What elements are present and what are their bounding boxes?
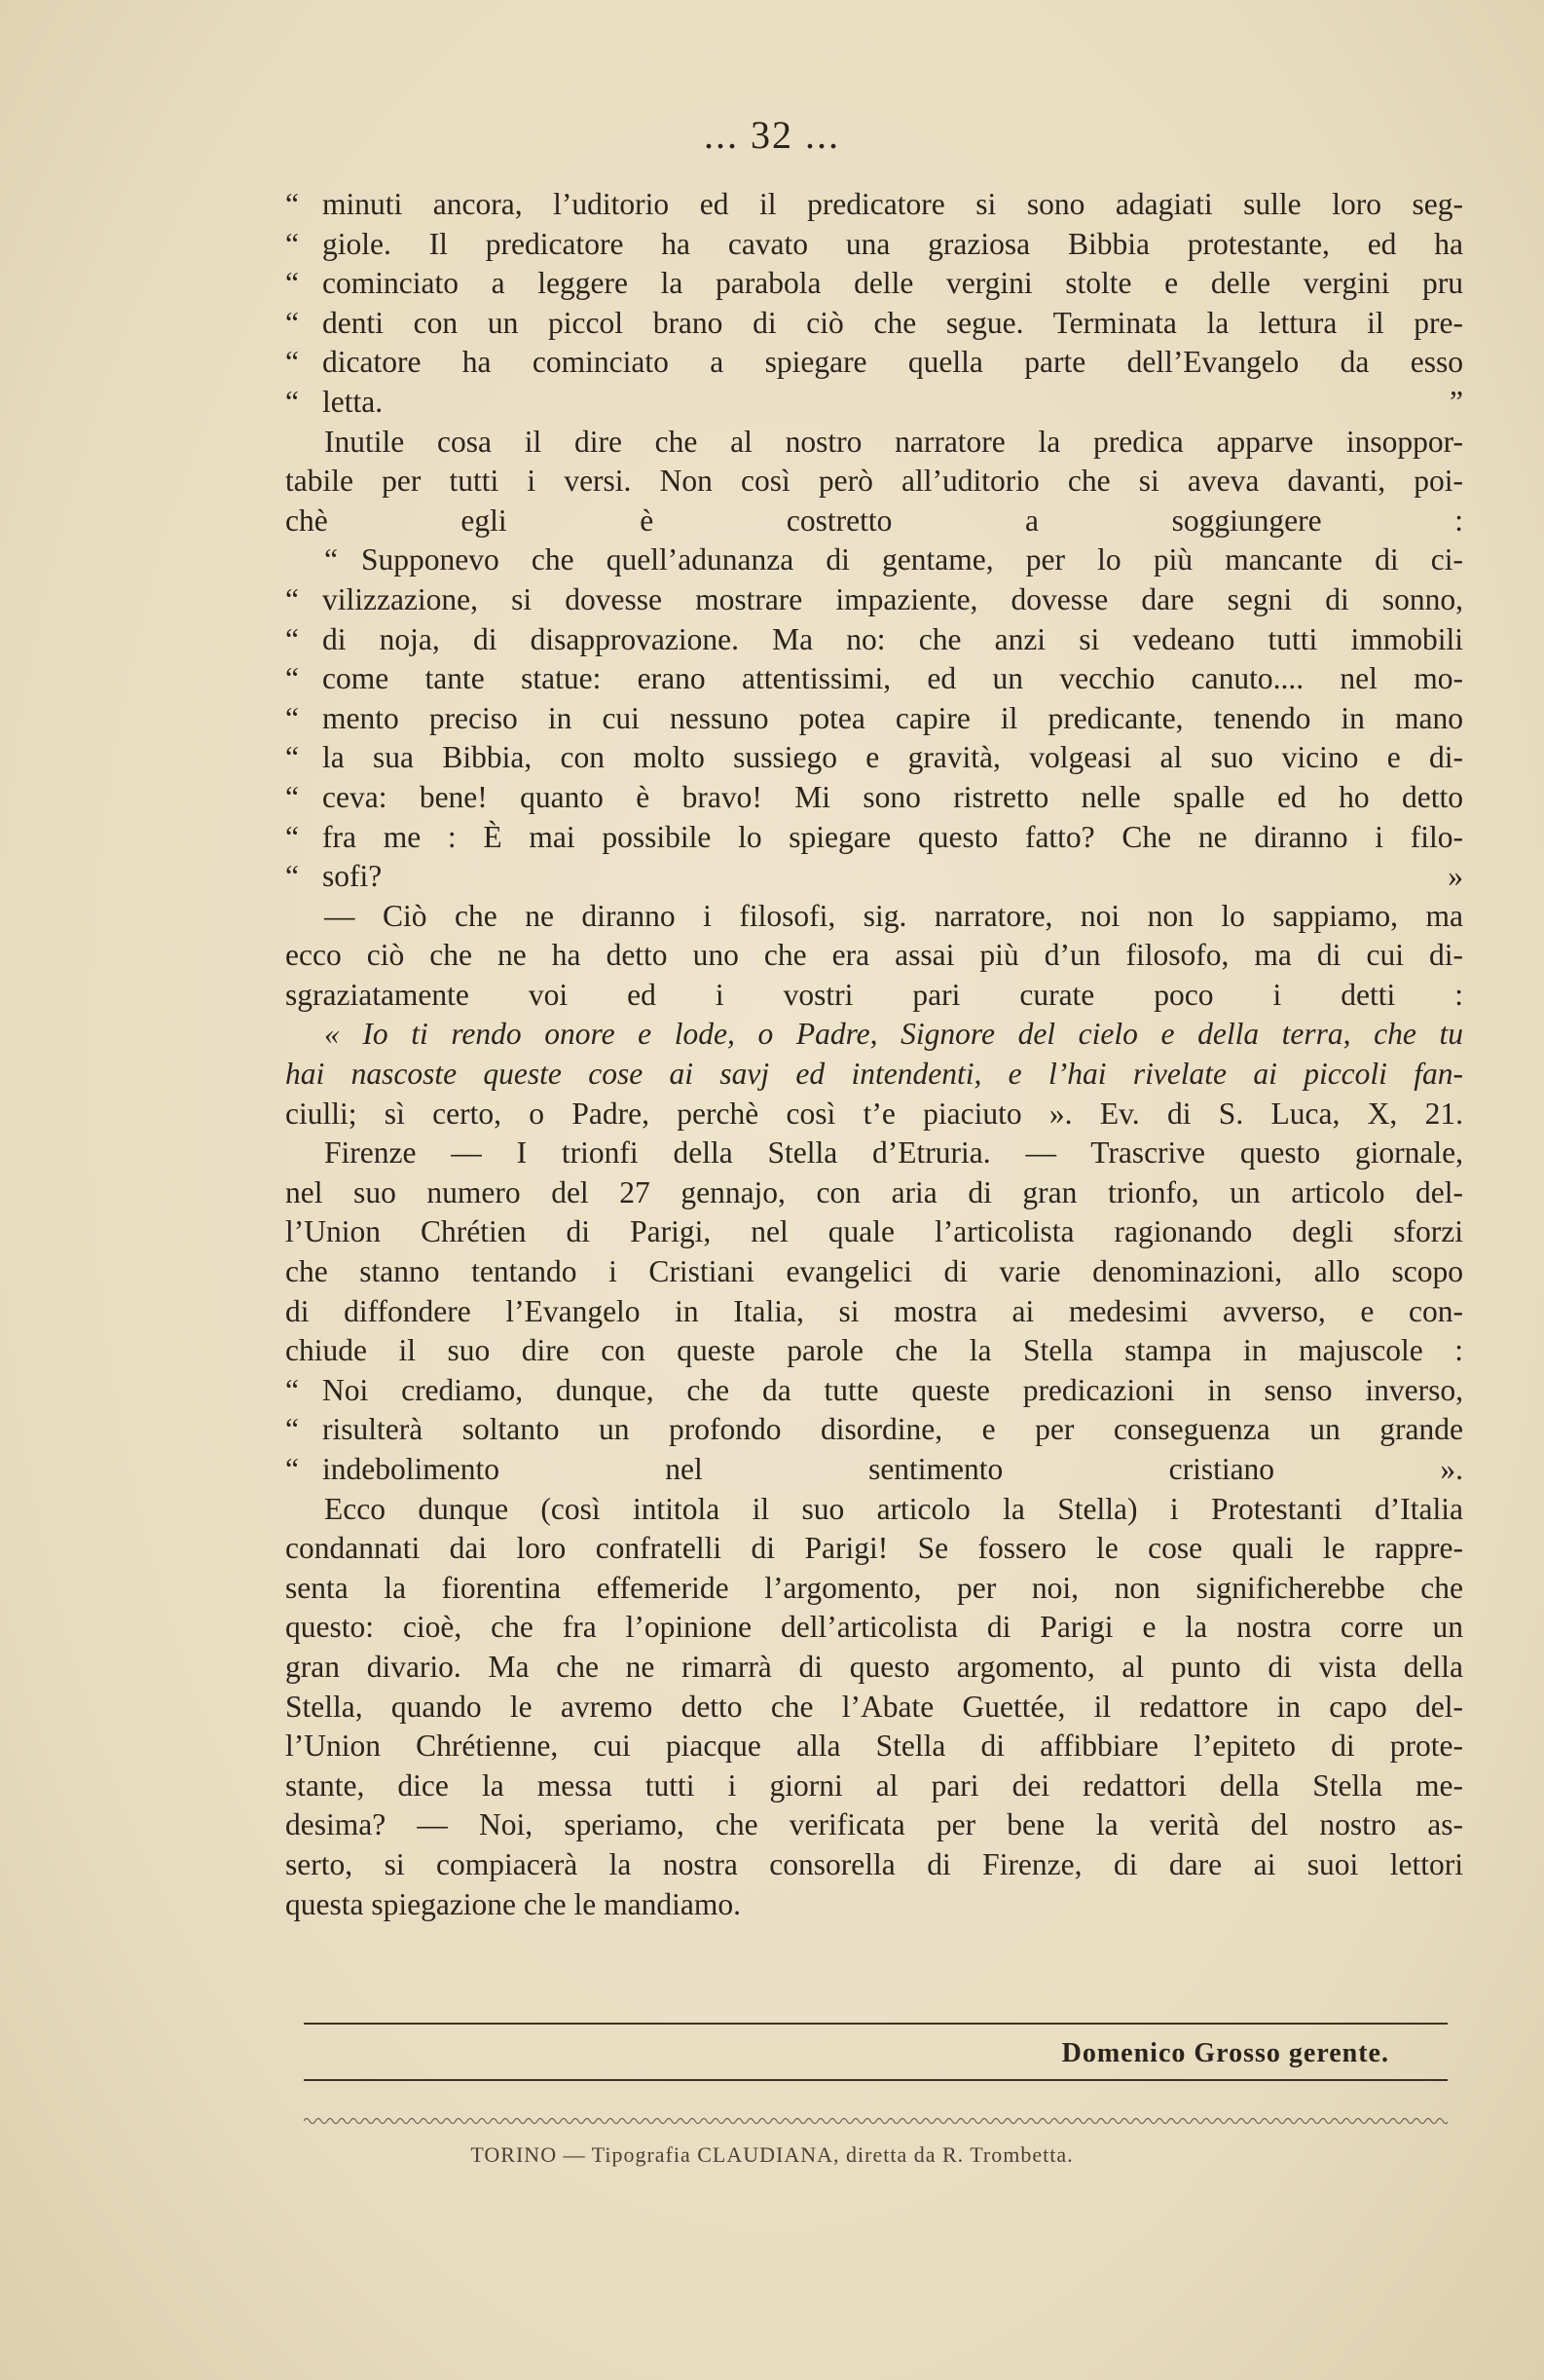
line-text: tabile per tutti i versi. Non così però all’uditorio che si aveva davanti, poi- xyxy=(285,464,1463,499)
quote-mark: “ xyxy=(285,819,299,854)
line-text: ceva: bene! quanto è bravo! Mi sono ristretto nelle spalle ed ho detto xyxy=(322,779,1463,814)
line-text: che stanno tentando i Cristiani evangelici di varie denominazioni, allo scopo xyxy=(285,1254,1463,1289)
text-line xyxy=(285,225,1463,265)
line-text: serto, si compiacerà la nostra consorella di Firenze, di dare ai suoi lettori xyxy=(285,1846,1463,1881)
text-line xyxy=(285,857,1463,897)
text-line xyxy=(285,1450,1463,1490)
text-line xyxy=(285,976,1463,1016)
quote-mark: “ xyxy=(285,187,299,221)
text-line xyxy=(285,1055,1463,1095)
text-line xyxy=(285,1410,1463,1450)
text-line xyxy=(285,1331,1463,1371)
text-line xyxy=(285,1015,1463,1055)
line-text: ecco ciò che ne ha detto uno che era assai più d’un filosofo, ma di cui di- xyxy=(285,938,1463,973)
line-text: stante, dice la messa tutti i giorni al pari dei redattori della Stella me- xyxy=(285,1767,1463,1803)
line-text: vilizzazione, si dovesse mostrare impaziente, dovesse dare segni di sonno, xyxy=(322,581,1463,616)
quote-mark: “ xyxy=(324,542,338,577)
quote-mark: “ xyxy=(285,661,299,696)
quote-mark: “ xyxy=(285,740,299,775)
line-text: hai nascoste queste cose ai savj ed intendenti, e l’hai rivelate ai piccoli fan- xyxy=(285,1057,1463,1092)
line-text: senta la fiorentina effemeride l’argomento, per noi, non significherebbe che xyxy=(285,1570,1463,1605)
text-line xyxy=(285,897,1463,937)
line-text: Supponevo che quell’adunanza di gentame, per lo più mancante di ci- xyxy=(361,542,1463,577)
line-text: cominciato a leggere la parabola delle vergini stolte e delle vergini pru xyxy=(322,266,1463,301)
text-line xyxy=(285,343,1463,383)
ornamental-wave-rule xyxy=(304,2115,1448,2127)
text-line xyxy=(285,936,1463,976)
line-text: l’Union Chrétienne, cui piacque alla Stella di affibbiare l’epiteto di prote- xyxy=(285,1729,1463,1764)
line-text: desima? — Noi, speriamo, che verificata per bene la verità del nostro as- xyxy=(285,1807,1463,1842)
quote-mark: “ xyxy=(285,266,299,301)
text-line xyxy=(285,1885,1463,1925)
line-text: Stella, quando le avremo detto che l’Abate Guettée, il redattore in capo del- xyxy=(285,1689,1463,1724)
line-text: chè egli è costretto a soggiungere : xyxy=(285,502,1463,538)
text-line xyxy=(285,620,1463,660)
line-text: sgraziatamente voi ed i vostri pari curate poco i detti : xyxy=(285,977,1463,1012)
line-text: Noi crediamo, dunque, che da tutte queste predicazioni in senso inverso, xyxy=(322,1372,1463,1407)
text-line xyxy=(285,1727,1463,1766)
line-text: denti con un piccol brano di ciò che segue. Terminata la lettura il pre- xyxy=(322,305,1463,340)
line-text: di noja, di disapprovazione. Ma no: che anzi si vedeano tutti immobili xyxy=(322,621,1463,656)
quote-mark: “ xyxy=(285,1372,299,1407)
text-line xyxy=(285,818,1463,858)
text-line xyxy=(285,462,1463,502)
line-text: condannati dai loro confratelli di Parigi! Se fossero le cose quali le rappre- xyxy=(285,1531,1463,1566)
divider-rule xyxy=(304,2079,1448,2081)
line-text: indebolimento nel sentimento cristiano ». xyxy=(322,1452,1463,1486)
line-text: — Ciò che ne diranno i filosofi, sig. narratore, noi non lo sappiamo, ma xyxy=(324,898,1463,933)
text-line xyxy=(285,1173,1463,1213)
quote-mark: “ xyxy=(285,1452,299,1486)
quote-mark: “ xyxy=(285,345,299,380)
quote-mark: “ xyxy=(285,779,299,814)
quote-mark: “ xyxy=(285,581,299,616)
quote-mark: “ xyxy=(285,859,299,894)
line-text: risulterà soltanto un profondo disordine, e per conseguenza un grande xyxy=(322,1412,1463,1447)
line-text: fra me : È mai possibile lo spiegare questo fatto? Che ne diranno i filo- xyxy=(322,819,1463,854)
quote-mark: “ xyxy=(285,700,299,735)
text-line xyxy=(285,1805,1463,1845)
quote-mark: “ xyxy=(285,226,299,261)
text-line xyxy=(285,1688,1463,1728)
text-line xyxy=(285,264,1463,304)
quote-mark: “ xyxy=(285,305,299,340)
printer-imprint: TORINO — Tipografia CLAUDIANA, diretta da R. Trombetta. xyxy=(470,2142,1074,2167)
text-line xyxy=(285,699,1463,739)
line-text: questa spiegazione che le mandiamo. xyxy=(285,1886,741,1921)
text-line xyxy=(285,423,1463,463)
line-text: dicatore ha cominciato a spiegare quella parte dell’Evangelo da esso xyxy=(322,345,1463,380)
line-text: mento preciso in cui nessuno potea capire il predicante, tenendo in mano xyxy=(322,700,1463,735)
text-line xyxy=(285,1371,1463,1411)
line-text: nel suo numero del 27 gennajo, con aria di gran trionfo, un articolo del- xyxy=(285,1174,1463,1209)
page-number: ... 32 ... xyxy=(704,113,840,157)
quote-mark: “ xyxy=(285,621,299,656)
quote-mark: “ xyxy=(285,384,299,419)
text-line xyxy=(285,383,1463,423)
line-text: minuti ancora, l’uditorio ed il predicatore si sono adagiati sulle loro seg- xyxy=(322,187,1463,221)
line-text: giole. Il predicatore ha cavato una graziosa Bibbia protestante, ed ha xyxy=(322,226,1463,261)
text-line xyxy=(285,1648,1463,1688)
text-line xyxy=(285,1095,1463,1134)
text-line xyxy=(285,778,1463,818)
line-text: letta. ” xyxy=(322,384,1463,419)
divider-rule xyxy=(304,2023,1448,2025)
line-text: Firenze — I trionfi della Stella d’Etruria. — Trascrive questo giornale, xyxy=(324,1135,1463,1171)
line-text: come tante statue: erano attentissimi, ed un vecchio canuto.... nel mo- xyxy=(322,661,1463,696)
line-text: di diffondere l’Evangelo in Italia, si mostra ai medesimi avverso, e con- xyxy=(285,1293,1463,1328)
text-line xyxy=(285,540,1463,580)
text-line xyxy=(285,738,1463,778)
line-text: ciulli; sì certo, o Padre, perchè così t’e piaciuto ». Ev. di S. Luca, X, 21. xyxy=(285,1096,1463,1131)
text-line xyxy=(285,580,1463,620)
body-text xyxy=(285,185,1463,1924)
quote-mark: “ xyxy=(285,1412,299,1447)
text-line xyxy=(285,1845,1463,1885)
line-text: questo: cioè, che fra l’opinione dell’articolista di Parigi e la nostra corre un xyxy=(285,1610,1463,1645)
line-text: Ecco dunque (così intitola il suo articolo la Stella) i Protestanti d’Italia xyxy=(324,1491,1463,1526)
line-text: la sua Bibbia, con molto sussiego e gravità, volgeasi al suo vicino e di- xyxy=(322,740,1463,775)
text-line xyxy=(285,659,1463,699)
line-text: Inutile cosa il dire che al nostro narratore la predica apparve insoppor- xyxy=(324,424,1463,459)
text-line xyxy=(285,1252,1463,1292)
text-line xyxy=(285,1134,1463,1173)
text-line xyxy=(285,1292,1463,1332)
text-line xyxy=(285,1490,1463,1530)
text-line xyxy=(285,304,1463,344)
text-line xyxy=(285,1766,1463,1806)
text-line xyxy=(285,502,1463,541)
line-text: « Io ti rendo onore e lode, o Padre, Signore del cielo e della terra, che tu xyxy=(324,1017,1463,1052)
line-text: l’Union Chrétien di Parigi, nel quale l’articolista ragionando degli sforzi xyxy=(285,1214,1463,1249)
text-line xyxy=(285,1212,1463,1252)
text-line xyxy=(285,1608,1463,1648)
text-line xyxy=(285,1569,1463,1609)
line-text: chiude il suo dire con queste parole che la Stella stampa in majuscole : xyxy=(285,1333,1463,1368)
text-line xyxy=(285,185,1463,225)
line-text: gran divario. Ma che ne rimarrà di questo argomento, al punto di vista della xyxy=(285,1649,1463,1684)
signature: Domenico Grosso gerente. xyxy=(1061,2038,1389,2068)
text-line xyxy=(285,1529,1463,1569)
line-text: sofi? » xyxy=(322,859,1463,894)
